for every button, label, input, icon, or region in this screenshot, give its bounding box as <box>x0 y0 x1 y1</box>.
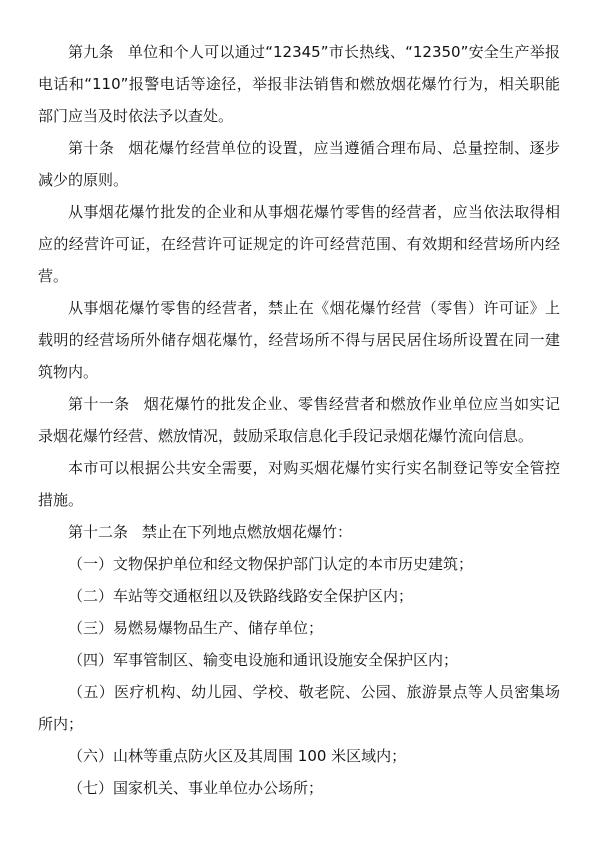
list-item-text: （三）易燃易爆物品生产、储存单位； <box>68 619 324 637</box>
paragraph-text: 本市可以根据公共安全需要，对购买烟花爆竹实行实名制登记等安全管控措施。 <box>38 459 560 509</box>
article-12 <box>38 516 560 548</box>
list-item-text: （七）国家机关、事业单位办公场所； <box>68 779 324 797</box>
article-text: 烟花爆竹经营单位的设置，应当遵循合理布局、总量控制、逐步减少的原则。 <box>38 139 560 189</box>
paragraph-text: 从事烟花爆竹批发的企业和从事烟花爆竹零售的经营者，应当依法取得相应的经营许可证，在经营许可证规定的许可经营范围、有效期和经营场所内经营。 <box>38 203 560 285</box>
paragraph <box>38 452 560 516</box>
article-9 <box>38 36 560 132</box>
article-10 <box>38 132 560 196</box>
list-item <box>38 644 560 676</box>
list-item <box>38 580 560 612</box>
list-item <box>38 772 560 804</box>
article-text: 单位和个人可以通过“12345”市长热线、“12350”安全生产举报电话和“110”报警电话等途径，举报非法销售和燃放烟花爆竹行为，相关职能部门应当及时依法予以查处。 <box>38 43 560 125</box>
list-item <box>38 612 560 644</box>
list-item-text: （二）车站等交通枢纽以及铁路线路安全保护区内； <box>68 587 414 605</box>
paragraph-text: 从事烟花爆竹零售的经营者，禁止在《烟花爆竹经营（零售）许可证》上载明的经营场所外储存烟花爆竹，经营场所不得与居民居住场所设置在同一建筑物内。 <box>38 299 560 381</box>
article-heading: 第十条 <box>68 139 115 157</box>
article-heading: 第十一条 <box>68 395 130 413</box>
list-item-text: （六）山林等重点防火区及其周围 100 米区域内； <box>68 747 407 765</box>
list-item-text: （四）军事管制区、输变电设施和通讯设施安全保护区内； <box>68 651 459 669</box>
paragraph <box>38 196 560 292</box>
paragraph <box>38 292 560 388</box>
article-heading: 第十二条 <box>68 523 129 541</box>
article-text: 烟花爆竹的批发企业、零售经营者和燃放作业单位应当如实记录烟花爆竹经营、燃放情况，鼓励采取信息化手段记录烟花爆竹流向信息。 <box>38 395 560 445</box>
list-item <box>38 740 560 772</box>
article-heading: 第九条 <box>68 43 114 61</box>
list-item-text: （一）文物保护单位和经文物保护部门认定的本市历史建筑； <box>68 555 474 573</box>
list-item <box>38 676 560 740</box>
list-item <box>38 548 560 580</box>
article-text: 禁止在下列地点燃放烟花爆竹： <box>142 523 353 541</box>
list-item-text: （五）医疗机构、幼儿园、学校、敬老院、公园、旅游景点等人员密集场所内； <box>38 683 560 733</box>
